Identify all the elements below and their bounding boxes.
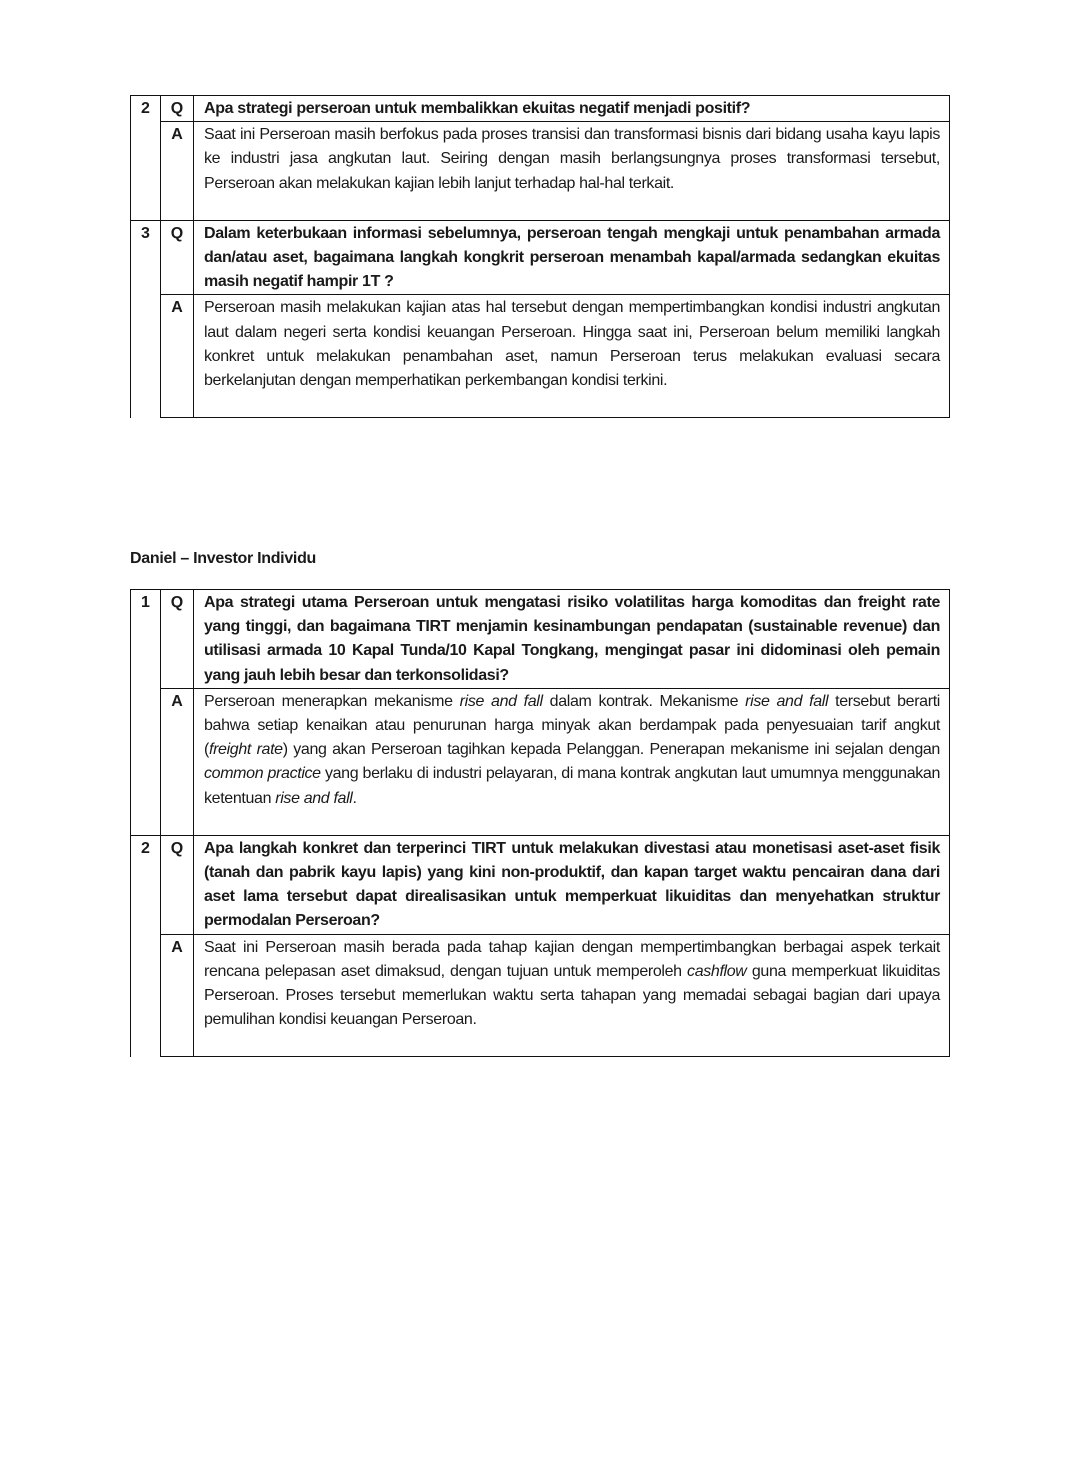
question-row <box>131 220 950 295</box>
answer-marker: A <box>161 295 194 418</box>
question-marker: Q <box>161 96 194 122</box>
italic-term: freight rate <box>208 741 283 759</box>
empty-number-cell <box>131 934 161 1057</box>
italic-term: common practice <box>204 765 321 783</box>
question-text: Apa langkah konkret dan terperinci TIRT untuk melakukan divestasi atau monetisasi aset-aset fisik (tanah dan pabrik kayu lapis) yang kini non-produktif, dan kapan target waktu pencairan dana dari aset lama tersebut dapat direalisasikan untuk memperkuat likuiditas dan menyehatkan struktur permodalan Perseroan? <box>194 835 950 934</box>
qa-table-1 <box>130 95 950 418</box>
question-text: Dalam keterbukaan informasi sebelumnya, perseroan tengah mengkaji untuk penambahan armada dan/atau aset, bagaimana langkah kongkrit perseroan menambah kapal/armada sedangkan ekuitas masih negatif hampir 1T ? <box>194 220 950 295</box>
answer-marker: A <box>161 934 194 1057</box>
question-text: Apa strategi perseroan untuk membalikkan ekuitas negatif menjadi positif? <box>194 96 950 122</box>
question-number: 2 <box>131 835 161 934</box>
answer-marker: A <box>161 122 194 221</box>
qa-table-2 <box>130 589 950 1057</box>
answer-text: Perseroan menerapkan mekanisme rise and fall dalam kontrak. Mekanisme rise and fall tersebut berarti bahwa setiap kenaikan atau penurunan harga minyak akan berdampak pada penyesuaian tarif angkut (freight rate) yang akan Perseroan tagihkan kepada Pelanggan. Penerapan mekanisme ini sejalan dengan common practice yang berlaku di industri pelayaran, di mana kontrak angkutan laut umumnya menggunakan ketentuan rise and fall. <box>194 688 950 835</box>
answer-marker: A <box>161 688 194 835</box>
question-row <box>131 590 950 689</box>
italic-term: rise and fall <box>275 789 353 807</box>
answer-text: Perseroan masih melakukan kajian atas hal tersebut dengan mempertimbangkan kondisi industri angkutan laut dalam negeri serta kondisi keuangan Perseroan. Hingga saat ini, Perseroan belum memiliki langkah konkret untuk melakukan penambahan aset, namun Perseroan terus melakukan evaluasi secara berkelanjutan dengan memperhatikan perkembangan kondisi terkini. <box>194 295 950 418</box>
question-row <box>131 96 950 122</box>
empty-number-cell <box>131 295 161 418</box>
answer-row <box>131 688 950 835</box>
italic-term: rise and fall <box>745 692 829 710</box>
question-text: Apa strategi utama Perseroan untuk mengatasi risiko volatilitas harga komoditas dan freight rate yang tinggi, dan bagaimana TIRT menjamin kesinambungan pendapatan (sustainable revenue) dan utilisasi armada 10 Kapal Tunda/10 Kapal Tongkang, mengingat pasar ini didominasi oleh pemain yang jauh lebih besar dan terkonsolidasi? <box>194 590 950 689</box>
answer-row <box>131 295 950 418</box>
section-heading: Daniel – Investor Individu <box>130 550 317 567</box>
italic-term: rise and fall <box>459 692 543 710</box>
question-number: 3 <box>131 220 161 295</box>
question-marker: Q <box>161 590 194 689</box>
answer-row <box>131 122 950 221</box>
answer-text: Saat ini Perseroan masih berfokus pada proses transisi dan transformasi bisnis dari bidang usaha kayu lapis ke industri jasa angkutan laut. Seiring dengan masih berlangsungnya proses transformasi tersebut, Perseroan akan melakukan kajian lebih lanjut terhadap hal-hal terkait. <box>194 122 950 221</box>
empty-number-cell <box>131 122 161 221</box>
answer-text: Saat ini Perseroan masih berada pada tahap kajian dengan mempertimbangkan berbagai aspek terkait rencana pelepasan aset dimaksud, dengan tujuan untuk memperoleh cashflow guna memperkuat likuiditas Perseroan. Proses tersebut memerlukan waktu serta tahapan yang memadai sebagai bagian dari upaya pemulihan kondisi keuangan Perseroan. <box>194 934 950 1057</box>
question-row <box>131 835 950 934</box>
question-number: 2 <box>131 96 161 122</box>
question-number: 1 <box>131 590 161 689</box>
question-marker: Q <box>161 835 194 934</box>
italic-term: cashflow <box>687 962 747 980</box>
question-marker: Q <box>161 220 194 295</box>
empty-number-cell <box>131 688 161 835</box>
answer-row <box>131 934 950 1057</box>
